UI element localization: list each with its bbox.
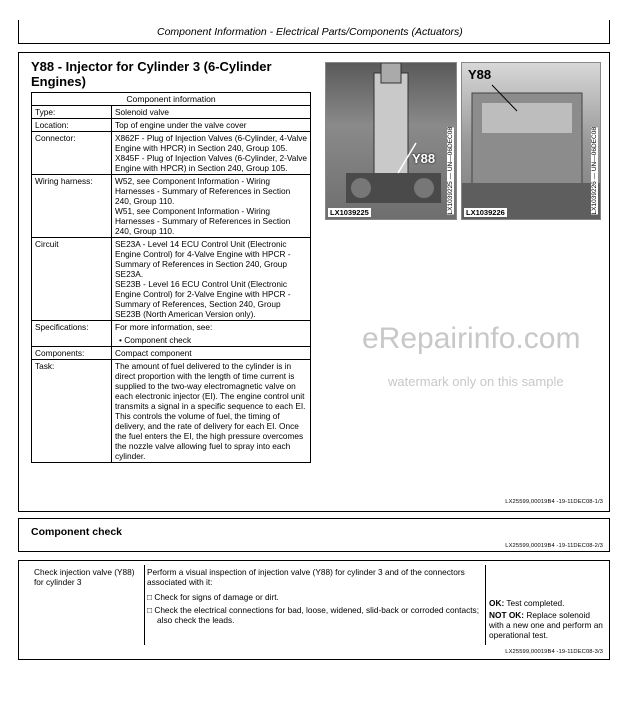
procedure-step: Check injection valve (Y88) for cylinder 3: [34, 567, 135, 587]
engine-closeup-graphic: [326, 63, 457, 220]
table-row: Task: The amount of fuel delivered to the cylinder is in direct proportion with the length of time current is supplied to the two-way electromagnetic valve on each electronic injector (EI). The engine control unit transmits a signal in a specific sequence to each EI. This controls the volume of fuel, the timing of delivery, and the rate of delivery for each EI. Once the fuel enters the EI, the high pressure overcomes the nozzle valve allowing fuel to spray into each cylinder.: [32, 360, 311, 463]
reference-code: LX25599,00019B4 -19-11DEC08-2/3: [505, 543, 603, 549]
checklist-item: □ Check for signs of damage or dirt.: [147, 592, 485, 602]
table-row: Type: Solenoid valve: [32, 106, 311, 119]
photo-id: LX1039225: [330, 208, 369, 217]
photo-callout: Y88: [468, 67, 492, 82]
table-row: Circuit SE23A - Level 14 ECU Control Unit (Electronic Engine Control) for 4-Valve Engine with HPCR - Summary of References in Section 240, Group SE23A. SE23B - Level 16 ECU Control Unit (Electronic Engine Control) for 2-Valve Engine with HPCR - Summary of References, Section 240, Group SE23B (North American Version only).: [32, 238, 311, 321]
procedure-section: [18, 560, 610, 660]
table-row: Wiring harness: W52, see Component Information - Wiring Harnesses - Summary of References in Section 240, Group 110. W51, see Component Information - Wiring Harnesses - Summary of References in Section 240, Group 110.: [32, 175, 311, 238]
ok-result: [489, 598, 605, 608]
component-info-section: [18, 52, 610, 512]
photo-side-ref: LX1039225 — UN—06DEC08: [447, 127, 454, 215]
procedure-instructions: [147, 567, 485, 625]
reference-code: LX25599,00019B4 -19-11DEC08-1/3: [505, 499, 603, 505]
injector-photo: [325, 62, 457, 220]
photo-id: LX1039226: [466, 208, 505, 217]
component-check-title: Component check: [31, 526, 123, 538]
cell-line: SE23A - Level 14 ECU Control Unit (Electronic Engine Control) for 4-Valve Engine with HPCR - Summary of References in Section 240, Group SE23A.: [115, 239, 291, 279]
component-info-table: [31, 92, 311, 463]
checklist-item: □ Check the electrical connections for bad, loose, widened, slid-back or corroded contacts; also check the leads.: [147, 605, 485, 625]
header-title: Component Information - Electrical Parts/Components (Actuators): [157, 26, 463, 38]
not-ok-text: Replace solenoid with a new one and perform an operational test.: [489, 610, 603, 640]
photo-side-ref: LX1039226 — UN—06DEC08: [591, 127, 598, 215]
cell-line: W52, see Component Information - Wiring Harnesses - Summary of References in Section 240, Group 110.: [115, 176, 291, 206]
ok-text: Test completed.: [506, 598, 565, 608]
cell-line: SE23B - Level 16 ECU Control Unit (Electronic Engine Control) for 2-Valve Engine with HPCR - Summary of References, Section 240, Group SE23B (North American Version only).: [115, 279, 291, 319]
engine-photo: [461, 62, 601, 220]
component-check-link[interactable]: • Component check: [115, 335, 307, 345]
procedure-results: [489, 567, 605, 640]
ok-label: OK:: [489, 598, 505, 608]
engine-overview-graphic: [462, 63, 601, 220]
table-row: Specifications: For more information, see: • Component check: [32, 321, 311, 347]
photo-callout: Y88: [412, 151, 436, 166]
table-row: Connector: X862F - Plug of Injection Valves (6-Cylinder, 4-Valve Engine with HPCR) in Section 240, Group 105. X845F - Plug of Injection Valves (6-Cylinder, 2-Valve Engine with HPCR) in Section 240, Group 105.: [32, 132, 311, 175]
cell-line: X862F - Plug of Injection Valves (6-Cylinder, 4-Valve Engine with HPCR) in Section 240, Group 105.: [115, 133, 307, 153]
cell-line: W51, see Component Information - Wiring Harnesses - Summary of References in Section 240, Group 110.: [115, 206, 291, 236]
section-title: Y88 - Injector for Cylinder 3 (6-Cylinder Engines): [31, 59, 272, 89]
table-row: Components: Compact component: [32, 347, 311, 360]
reference-code: LX25599,00019B4 -19-11DEC08-3/3: [505, 649, 603, 655]
watermark-note: watermark only on this sample: [388, 374, 564, 389]
cell-line: X845F - Plug of Injection Valves (6-Cylinder, 2-Valve Engine with HPCR) in Section 240, Group 105.: [115, 153, 307, 173]
column-divider: [144, 565, 145, 645]
page-header: [18, 20, 610, 44]
component-check-section: [18, 518, 610, 552]
not-ok-label: NOT OK:: [489, 610, 525, 620]
column-divider: [485, 565, 486, 645]
cell-line: For more information, see:: [115, 322, 213, 332]
not-ok-result: [489, 610, 605, 640]
instruction-text: Perform a visual inspection of injection valve (Y88) for cylinder 3 and of the connectors associated with it:: [147, 567, 465, 587]
table-row: Location: Top of engine under the valve cover: [32, 119, 311, 132]
watermark: eRepairinfo.com: [362, 322, 581, 355]
table-header: Component information: [32, 93, 311, 106]
